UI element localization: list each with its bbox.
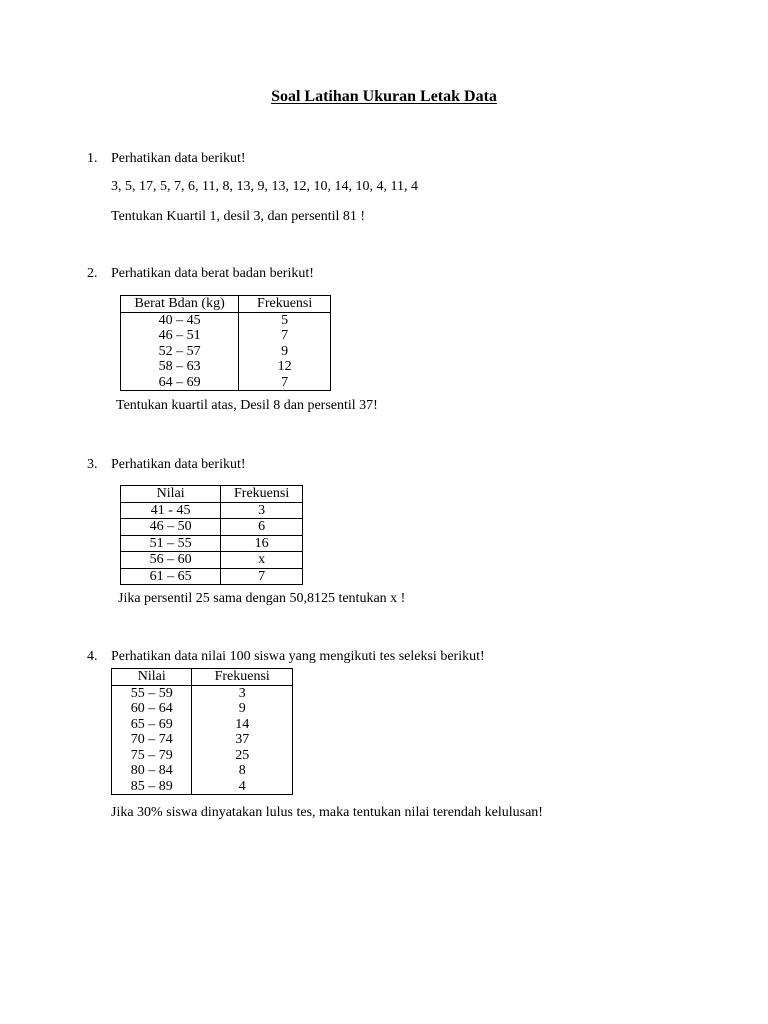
table-row <box>112 732 293 748</box>
table-cell: 5 <box>239 312 331 328</box>
table-header-cell: Frekuensi <box>221 486 303 503</box>
question-3-number: 3. <box>87 457 98 472</box>
question-1-data: 3, 5, 17, 5, 7, 6, 11, 8, 13, 9, 13, 12, 10, 14, 10, 4, 11, 4 <box>111 179 418 194</box>
table-cell: 52 – 57 <box>121 344 239 360</box>
question-1-intro: Perhatikan data berikut! <box>111 151 246 166</box>
table-header-cell: Nilai <box>112 669 192 686</box>
table-cell: 46 – 50 <box>121 519 221 536</box>
table-row <box>121 375 331 391</box>
table-row <box>121 535 303 552</box>
table-row <box>112 763 293 779</box>
table-cell: 64 – 69 <box>121 375 239 391</box>
table-row <box>112 701 293 717</box>
question-4-number: 4. <box>87 649 98 664</box>
table-cell: 7 <box>239 375 331 391</box>
question-2-intro: Perhatikan data berat badan berikut! <box>111 266 314 281</box>
table-cell: 8 <box>192 763 293 779</box>
table-cell: 46 – 51 <box>121 328 239 344</box>
table-header-row <box>121 296 331 313</box>
table-cell: 51 – 55 <box>121 535 221 552</box>
question-1-number: 1. <box>87 151 98 166</box>
table-cell: 3 <box>221 502 303 519</box>
question-3-intro: Perhatikan data berikut! <box>111 457 246 472</box>
table-row <box>112 685 293 701</box>
table-header-cell: Berat Bdan (kg) <box>121 296 239 313</box>
table-row <box>112 748 293 764</box>
table-cell: 12 <box>239 359 331 375</box>
table-row <box>112 779 293 795</box>
table-cell: 75 – 79 <box>112 748 192 764</box>
question-3-table <box>120 485 303 585</box>
table-cell: 41 - 45 <box>121 502 221 519</box>
question-2-table <box>120 295 331 391</box>
table-cell: 58 – 63 <box>121 359 239 375</box>
table-row <box>121 328 331 344</box>
table-cell: 61 – 65 <box>121 568 221 585</box>
table-cell: 40 – 45 <box>121 312 239 328</box>
question-2-number: 2. <box>87 266 98 281</box>
table-row <box>121 552 303 569</box>
table-cell: x <box>221 552 303 569</box>
question-1-task: Tentukan Kuartil 1, desil 3, dan persentil 81 ! <box>111 209 366 224</box>
table-header-row <box>112 669 293 686</box>
table-header-cell: Nilai <box>121 486 221 503</box>
question-4-intro: Perhatikan data nilai 100 siswa yang mengikuti tes seleksi berikut! <box>111 649 485 664</box>
table-row <box>121 344 331 360</box>
table-cell: 14 <box>192 717 293 733</box>
table-header-cell: Frekuensi <box>239 296 331 313</box>
table-cell: 3 <box>192 685 293 701</box>
table-cell: 6 <box>221 519 303 536</box>
table-cell: 70 – 74 <box>112 732 192 748</box>
table-cell: 9 <box>239 344 331 360</box>
table-cell: 4 <box>192 779 293 795</box>
question-2-task: Tentukan kuartil atas, Desil 8 dan persentil 37! <box>116 398 378 413</box>
question-4-table <box>111 668 293 795</box>
table-row <box>121 568 303 585</box>
table-cell: 80 – 84 <box>112 763 192 779</box>
table-cell: 65 – 69 <box>112 717 192 733</box>
page-title: Soal Latihan Ukuran Letak Data <box>271 88 497 105</box>
table-row <box>121 502 303 519</box>
table-cell: 9 <box>192 701 293 717</box>
table-cell: 55 – 59 <box>112 685 192 701</box>
table-row <box>112 717 293 733</box>
table-cell: 16 <box>221 535 303 552</box>
question-4-task: Jika 30% siswa dinyatakan lulus tes, maka tentukan nilai terendah kelulusan! <box>111 805 543 820</box>
table-header-cell: Frekuensi <box>192 669 293 686</box>
table-cell: 60 – 64 <box>112 701 192 717</box>
table-row <box>121 359 331 375</box>
table-cell: 7 <box>221 568 303 585</box>
table-cell: 37 <box>192 732 293 748</box>
table-row <box>121 519 303 536</box>
table-cell: 56 – 60 <box>121 552 221 569</box>
table-row <box>121 312 331 328</box>
question-3-task: Jika persentil 25 sama dengan 50,8125 tentukan x ! <box>118 591 406 606</box>
table-header-row <box>121 486 303 503</box>
table-cell: 7 <box>239 328 331 344</box>
table-cell: 25 <box>192 748 293 764</box>
table-cell: 85 – 89 <box>112 779 192 795</box>
